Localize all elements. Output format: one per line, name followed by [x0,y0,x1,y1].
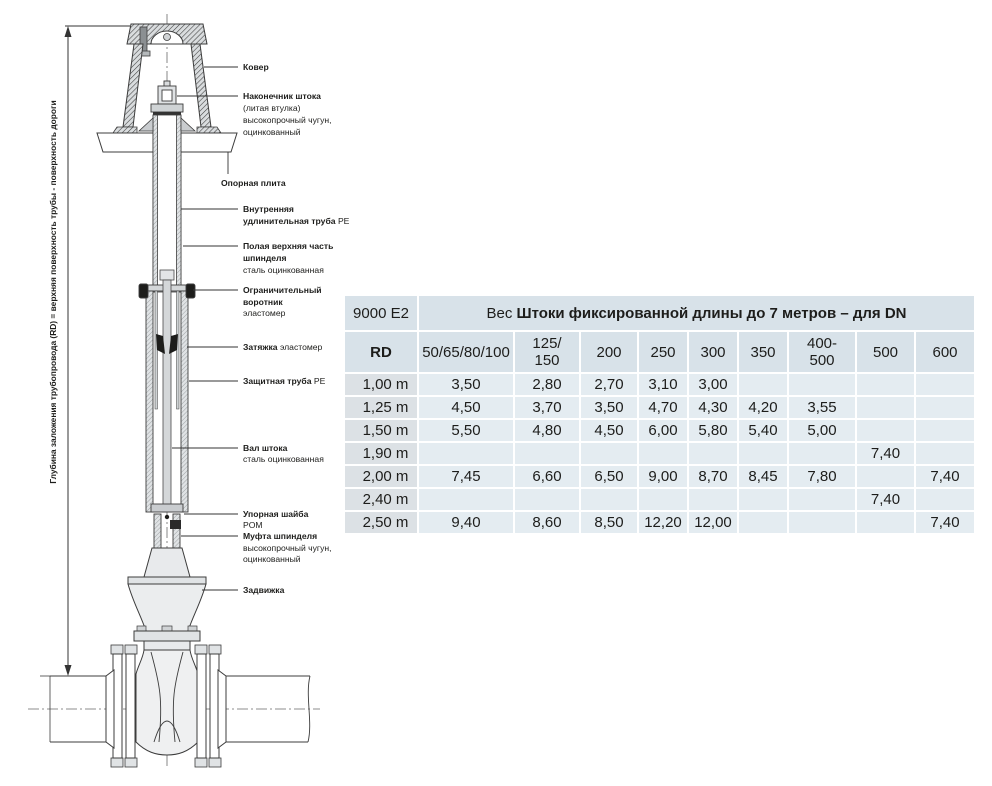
svg-text:сталь оцинкованная: сталь оцинкованная [243,265,324,275]
weight-cell [916,443,974,464]
dn-header: 125/ 150 [515,332,579,372]
weight-cell: 9,40 [419,512,513,533]
arrow-down-icon [65,665,72,676]
weight-cell [916,489,974,510]
svg-text:эластомер: эластомер [243,308,286,318]
rd-cell: 2,00 m [345,466,417,487]
weight-cell [581,443,637,464]
weight-cell [689,443,737,464]
weight-cell [581,489,637,510]
weight-cell [857,466,914,487]
weight-cell: 12,00 [689,512,737,533]
weight-cell [419,443,513,464]
dn-header: 200 [581,332,637,372]
weight-cell: 12,20 [639,512,687,533]
weight-cell: 4,20 [739,397,787,418]
weight-cell: 7,40 [857,443,914,464]
weight-cell: 7,40 [857,489,914,510]
dn-header: 600 [916,332,974,372]
table-row [345,489,974,510]
table-row [345,443,974,464]
weight-cell [639,489,687,510]
rd-cell: 1,25 m [345,397,417,418]
weight-cell: 5,80 [689,420,737,441]
arrow-up-icon [65,26,72,37]
svg-text:сталь оцинкованная: сталь оцинкованная [243,454,324,464]
weight-cell: 3,50 [581,397,637,418]
dn-header: 350 [739,332,787,372]
weight-cell [639,443,687,464]
diagram-labels [221,62,350,595]
weight-cell: 4,70 [639,397,687,418]
stem-rod [160,270,174,512]
weight-cell: 6,50 [581,466,637,487]
dn-header: 300 [689,332,737,372]
model-cell: 9000 E2 [345,296,417,330]
label-tie: Затяжка эластомер [243,342,323,352]
table-row [345,374,974,395]
svg-text:шпинделя: шпинделя [243,253,287,263]
weight-cell [689,489,737,510]
weight-cell [857,512,914,533]
svg-text:высокопрочный чугун,: высокопрочный чугун, [243,543,332,553]
weights-table [343,294,983,535]
valve-diagram-svg [0,0,350,786]
label-inner-tube: Внутренняя [243,204,294,214]
weight-cell [916,374,974,395]
table-row [345,397,974,418]
weight-cell: 3,10 [639,374,687,395]
table-title-cell: Вес Штоки фиксированной длины до 7 метров – для DN [419,296,974,330]
weight-cell: 5,00 [789,420,855,441]
rd-cell: 1,00 m [345,374,417,395]
table-row [345,466,974,487]
weight-cell: 4,50 [419,397,513,418]
weight-cell: 5,50 [419,420,513,441]
weight-cell [916,397,974,418]
weight-cell: 8,60 [515,512,579,533]
weight-cell: 2,80 [515,374,579,395]
table-row [345,512,974,533]
rd-cell: 1,90 m [345,443,417,464]
label-limiting-collar: Ограничительный [243,285,322,295]
weight-cell [857,420,914,441]
svg-text:воротник: воротник [243,297,283,307]
dn-header: 50/65/80/100 [419,332,513,372]
dn-header: 400- 500 [789,332,855,372]
weight-cell: 3,70 [515,397,579,418]
table-title-row [345,296,974,330]
dn-header: 500 [857,332,914,372]
weight-cell: 3,55 [789,397,855,418]
svg-text:POM: POM [243,520,263,530]
weight-cell: 7,40 [916,512,974,533]
weight-cell: 4,80 [515,420,579,441]
label-support-plate: Опорная плита [221,178,286,188]
weight-cell: 7,45 [419,466,513,487]
rd-cell: 2,40 m [345,489,417,510]
rd-header-cell: RD [345,332,417,372]
gate-valve [128,548,206,755]
weight-cell [857,374,914,395]
weight-cell: 9,00 [639,466,687,487]
rd-cell: 2,50 m [345,512,417,533]
label-cover: Ковер [243,62,269,72]
valve-installation-diagram [0,0,350,786]
label-coupling: Муфта шпинделя [243,531,318,541]
weight-cell: 8,45 [739,466,787,487]
svg-text:оцинкованный: оцинкованный [243,127,301,137]
weight-cell [789,512,855,533]
stem-cap [151,81,183,115]
dn-header: 250 [639,332,687,372]
weight-cell [515,443,579,464]
weight-cell: 5,40 [739,420,787,441]
weight-cell: 4,50 [581,420,637,441]
label-stem-cap: Наконечник штока [243,91,321,101]
table-row [345,420,974,441]
weight-cell [739,443,787,464]
weight-cell [857,397,914,418]
weight-cell [789,489,855,510]
weight-cell [419,489,513,510]
label-hollow-spindle: Полая верхняя часть [243,241,334,251]
weight-cell: 8,70 [689,466,737,487]
weight-cell [739,374,787,395]
weight-cell: 7,80 [789,466,855,487]
weight-cell: 6,60 [515,466,579,487]
weight-cell [789,443,855,464]
weight-cell [515,489,579,510]
limiting-collar-right [186,284,195,298]
label-stem-rod: Вал штока [243,443,288,453]
weight-cell [739,489,787,510]
weight-cell: 8,50 [581,512,637,533]
label-gate-valve: Задвижка [243,585,285,595]
weight-cell [739,512,787,533]
weight-cell: 7,40 [916,466,974,487]
table-header-row [345,332,974,372]
weight-cell: 2,70 [581,374,637,395]
weight-cell: 3,50 [419,374,513,395]
weight-cell [789,374,855,395]
svg-text:оцинкованный: оцинкованный [243,554,301,564]
svg-text:высокопрочный чугун,: высокопрочный чугун, [243,115,332,125]
svg-text:удлинительная труба PE: удлинительная труба PE [243,216,350,226]
label-thrust-washer: Упорная шайба [243,509,309,519]
weight-cell: 4,30 [689,397,737,418]
weight-cell [916,420,974,441]
weight-cell: 3,00 [689,374,737,395]
label-protective-tube: Защитная труба PE [243,376,326,386]
svg-text:(литая втулка): (литая втулка) [243,103,301,113]
limiting-collar-left [139,284,148,298]
rd-cell: 1,50 m [345,420,417,441]
weight-cell: 6,00 [639,420,687,441]
depth-dimension-note: Глубина заложения трубопровода (RD) = верхняя поверхность трубы - поверхность дороги [48,100,58,484]
